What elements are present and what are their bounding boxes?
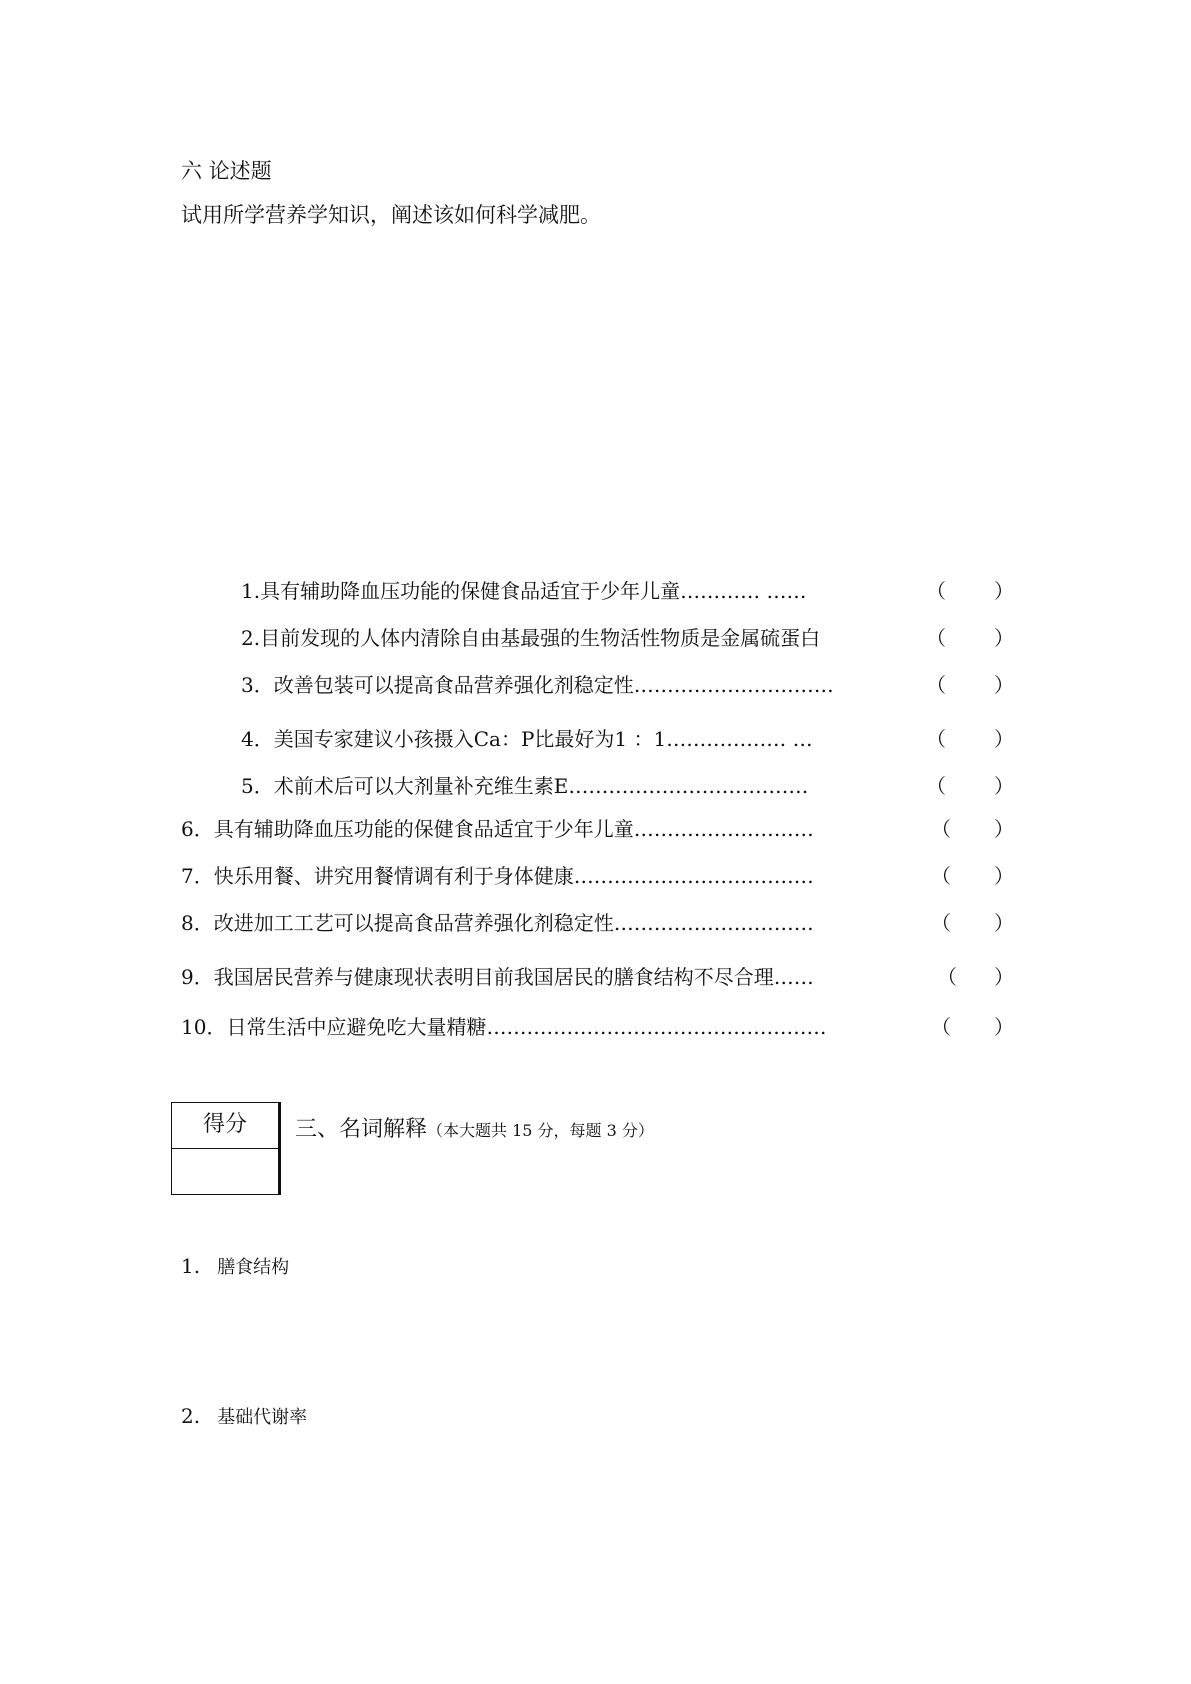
tf-item-text: 2.目前发现的人体内清除自由基最强的生物活性物质是金属硫蛋白 xyxy=(241,626,821,650)
tf-item-2 xyxy=(0,623,1191,653)
tf-item-text: 9．我国居民营养与健康现状表明目前我国居民的膳食结构不尽合理…… xyxy=(181,965,814,989)
tf-item-text: 1.具有辅助降血压功能的保健食品适宜于少年儿童………… …… xyxy=(241,579,807,603)
answer-paren-open: （ xyxy=(926,626,946,650)
tf-item-3 xyxy=(0,670,1191,700)
answer-paren-close: ） xyxy=(994,817,1014,841)
term-item-2 xyxy=(181,1403,307,1429)
answer-paren-close: ） xyxy=(994,965,1014,989)
answer-paren-open: （ xyxy=(937,965,957,989)
score-entry-cell[interactable] xyxy=(172,1149,278,1193)
answer-paren-open: （ xyxy=(931,911,951,935)
tf-item-text: 10．日常生活中应避免吃大量精糖…………………………………………… xyxy=(181,1015,827,1039)
answer-paren-close: ） xyxy=(994,1015,1014,1039)
answer-paren-open: （ xyxy=(926,774,946,798)
tf-item-text: 4．美国专家建议小孩摄入Ca：P比最好为1 ：1……………… … xyxy=(241,727,813,751)
essay-question: 试用所学营养学知识，阐述该如何科学减肥。 xyxy=(181,203,601,227)
score-label: 得分 xyxy=(172,1103,278,1149)
section-3-note: （本大题共 15 分，每题 3 分） xyxy=(427,1121,654,1140)
answer-paren-open: （ xyxy=(926,579,946,603)
answer-paren-close: ） xyxy=(994,727,1014,751)
tf-item-4 xyxy=(0,724,1191,754)
answer-paren-open: （ xyxy=(926,673,946,697)
tf-item-text: 5．术前术后可以大剂量补充维生素E……………………………… xyxy=(241,774,809,798)
score-box xyxy=(171,1102,281,1195)
answer-paren-open: （ xyxy=(931,817,951,841)
section-3-title: 三、名词解释 xyxy=(295,1117,428,1142)
term-text: 膳食结构 xyxy=(217,1257,290,1278)
answer-paren-close: ） xyxy=(994,864,1014,888)
tf-item-8 xyxy=(0,908,1191,938)
tf-item-text: 7．快乐用餐、讲究用餐情调有利于身体健康……………………………… xyxy=(181,864,814,888)
term-text: 基础代谢率 xyxy=(217,1407,308,1428)
tf-item-text: 3．改善包装可以提高食品营养强化剂稳定性………………………… xyxy=(241,673,834,697)
term-number: 2. xyxy=(181,1404,201,1428)
answer-paren-close: ） xyxy=(994,673,1014,697)
tf-item-6 xyxy=(0,814,1191,844)
tf-item-7 xyxy=(0,861,1191,891)
tf-item-1 xyxy=(0,576,1191,606)
tf-item-10 xyxy=(0,1012,1191,1042)
answer-paren-open: （ xyxy=(931,1015,951,1039)
tf-item-text: 6．具有辅助降血压功能的保健食品适宜于少年儿童……………………… xyxy=(181,817,814,841)
answer-paren-close: ） xyxy=(994,579,1014,603)
answer-paren-close: ） xyxy=(994,774,1014,798)
section-6-heading: 六 论述题 xyxy=(181,159,272,183)
answer-paren-open: （ xyxy=(931,864,951,888)
term-number: 1. xyxy=(181,1254,201,1278)
answer-paren-open: （ xyxy=(926,727,946,751)
answer-paren-close: ） xyxy=(994,911,1014,935)
tf-item-text: 8．改进加工工艺可以提高食品营养强化剂稳定性………………………… xyxy=(181,911,814,935)
term-item-1 xyxy=(181,1253,289,1279)
section-3-heading xyxy=(295,1112,654,1143)
answer-paren-close: ） xyxy=(994,626,1014,650)
tf-item-9 xyxy=(0,962,1191,992)
tf-item-5 xyxy=(0,771,1191,801)
